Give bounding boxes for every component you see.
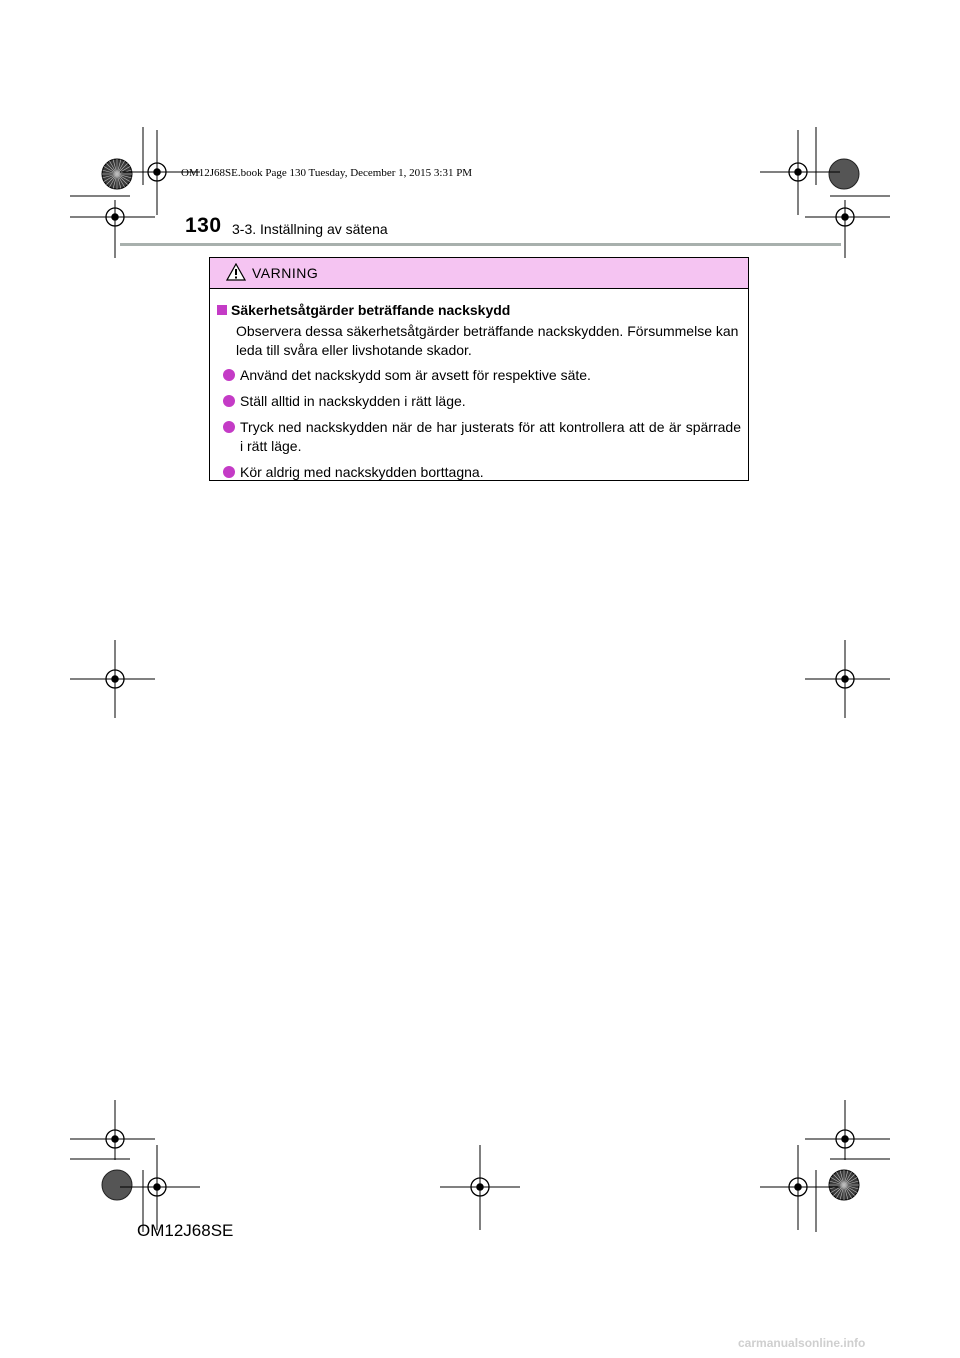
page-number: 130 — [185, 214, 222, 237]
registration-solid-icon — [829, 159, 859, 189]
section-title: 3-3. Inställning av sätena — [232, 221, 388, 237]
list-item-text: Tryck ned nackskydden när de har justerats för att kontrollera att de är spärrade i rätt läge. — [240, 419, 741, 454]
watermark: carmanualsonline.info — [738, 1336, 866, 1350]
dot-bullet-icon — [223, 466, 235, 478]
list-item — [217, 366, 742, 385]
warning-title: VARNING — [252, 265, 319, 281]
dot-bullet-icon — [223, 369, 235, 381]
book-info-line: OM12J68SE.book Page 130 Tuesday, December 1, 2015 3:31 PM — [181, 167, 473, 179]
header-rule — [120, 243, 841, 246]
dot-bullet-icon — [223, 421, 235, 433]
list-item-text: Ställ alltid in nackskydden i rätt läge. — [240, 393, 466, 409]
warning-heading-row — [217, 301, 742, 320]
warning-list — [217, 366, 742, 482]
list-item — [217, 418, 742, 456]
list-item — [217, 463, 742, 482]
list-item-text: Använd det nackskydd som är avsett för respektive säte. — [240, 367, 591, 383]
warning-body — [210, 289, 748, 482]
warning-box — [209, 257, 749, 481]
list-item — [217, 392, 742, 411]
dot-bullet-icon — [223, 395, 235, 407]
footer-code: OM12J68SE — [137, 1221, 234, 1240]
list-item-text: Kör aldrig med nackskydden borttagna. — [240, 464, 484, 480]
warning-triangle-icon — [226, 263, 246, 281]
square-bullet-icon — [217, 305, 227, 315]
warning-intro: Observera dessa säkerhetsåtgärder beträffande nackskydden. Försummelse kan leda till svåra eller livshotande skador. — [236, 323, 739, 358]
warning-heading: Säkerhetsåtgärder beträffande nackskydd — [231, 302, 511, 318]
registration-solid-icon — [102, 1170, 132, 1200]
warning-header — [210, 258, 748, 289]
